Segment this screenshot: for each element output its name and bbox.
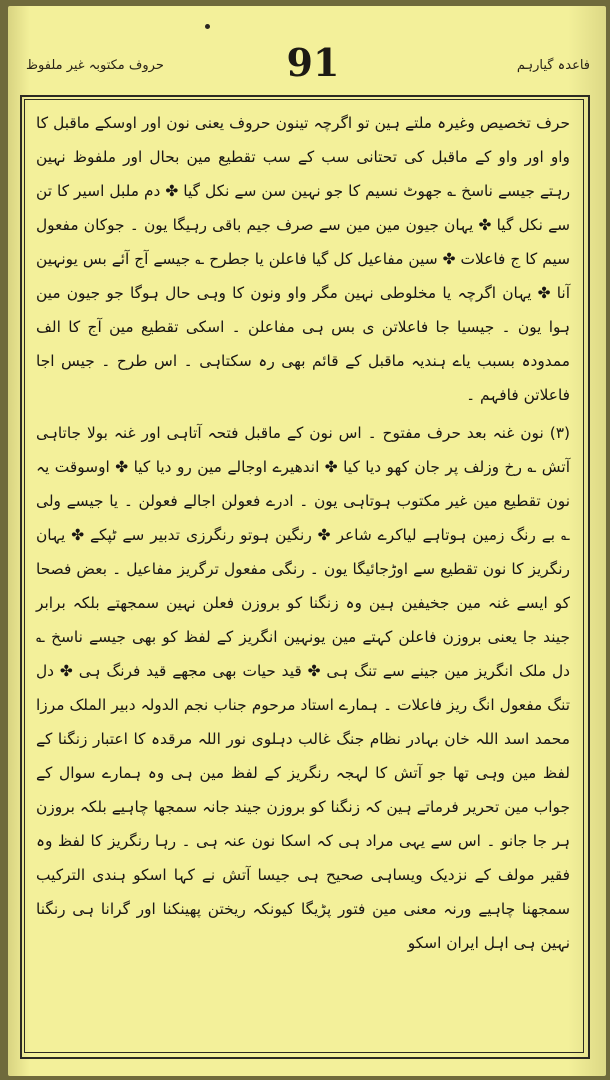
page-number: 91 [286,40,340,85]
running-header-right: فاعدہ گیارہم [516,58,590,73]
body-text [36,106,570,1046]
running-header-left: حروف مکتوبہ غیر ملفوظ [26,58,164,73]
ink-speck [205,24,210,29]
paragraph-1: حرف تخصیص وغیرہ ملتے ہین تو اگرچہ تینون حروف یعنی نون اور اوسکے ماقبل کا واو اور واو کے ماقبل کی تحتانی سب کے سب تقطیع مین بحال اور ملفوظ نہین رہتے جیسے ناسخ ؎ جھوٹ نسیم کا جو نہین سن سے نکل گیا ✤ دم ملبل اسیر کا تن سے نکل گیا ✤ یہان جیون مین مین سے صرف جیم باقی رہیگا یون ۔ جوکان مفعول سیم کا ج فاعلات ✤ سین مفاعیل کل گیا فاعلن یا جطرح ؎ جیسے آج آئے بس یونہین آنا ✤ یہان اگرچہ یا مخلوطی نہین مگر واو ونون کا وہی حال ہوگا جو جیون مین ہوا یون ۔ جیسیا جا فاعلاتن ی بس ہی مفاعلن ۔ اسکی تقطیع مین آج کا الف ممدودہ بسبب یاے ہندیہ ماقبل کے قائم بھی رہ سکتاہی ۔ اس طرح ۔ جیس اجا فاعلاتن فافہم ۔ [36,114,570,404]
paragraph-2: (۳) نون غنہ بعد حرف مفتوح ۔ اس نون کے ماقبل فتحہ آتاہی اور غنہ بولا جاتاہی آتش ؎ رخ وزلف پر جان کھو دیا کیا ✤ اندھیرے اوجالے مین رو دیا کیا ✤ اوسوقت یہ نون تقطیع مین غیر مکتوب ہوتاہی یون ۔ ادرے فعولن اجالے فعولن ۔ یا جیسے ولی ؎ بے رنگ زمین ہوتاہے لیاکرے شاعر ✤ رنگین ہوتو رنگرزی تدبیر سے ٹپکے ✤ یہان رنگریز کا نون تقطیع سے اوڑجائیگا یون ۔ رنگی مفعول ترگریز مفاعیل ۔ بعض فصحا کو ایسے غنہ مین جخیفین ہین وہ زنگنا کو بروزن فعلن نہین سمجھتے بلکہ برابر جیند جا یعنی بروزن فاعلن کہتے مین یونہین انگریز کے لفظ کو بھی جیسے ناسخ ؎ دل ملک انگریز مین جینے سے تنگ ہی ✤ قید حیات بھی مجھے قید فرنگ ہی ✤ دل تنگ مفعول انگ ریز فاعلات ۔ ہمارے استاد مرحوم جناب نجم الدولہ دبیر الملک مرزا محمد اسد اللہ خان بہادر نظام جنگ غالب دہلوی نور اللہ مرقدہ کا اعتبار زنگنا کے لفظ مین وہی تھا جو آتش کا لہجہ رنگریز کے لفظ مین ہی وہ ہمارے سوال کے جواب مین تحریر فرماتے ہین کہ زنگنا کو بروزن جیند جانہ سمجھا چاہیے بلکہ بروزن ہر جا جانو ۔ اس سے یہی مراد ہی کہ اسکا نون عنہ ہی ۔ رہا رنگریز کا لفظ وہ فقیر مولف کے نزدیک ویساہی صحیح ہی جیسا آتش نے کہا اسکو ہندی الترکیب سمجھنا چاہیے ورنہ معنی مین فتور پڑیگا کیونکہ ریختن پھینکنا اور گرانا ہی رنگنا نہین ہی اہل ایران اسکو [36,424,570,952]
